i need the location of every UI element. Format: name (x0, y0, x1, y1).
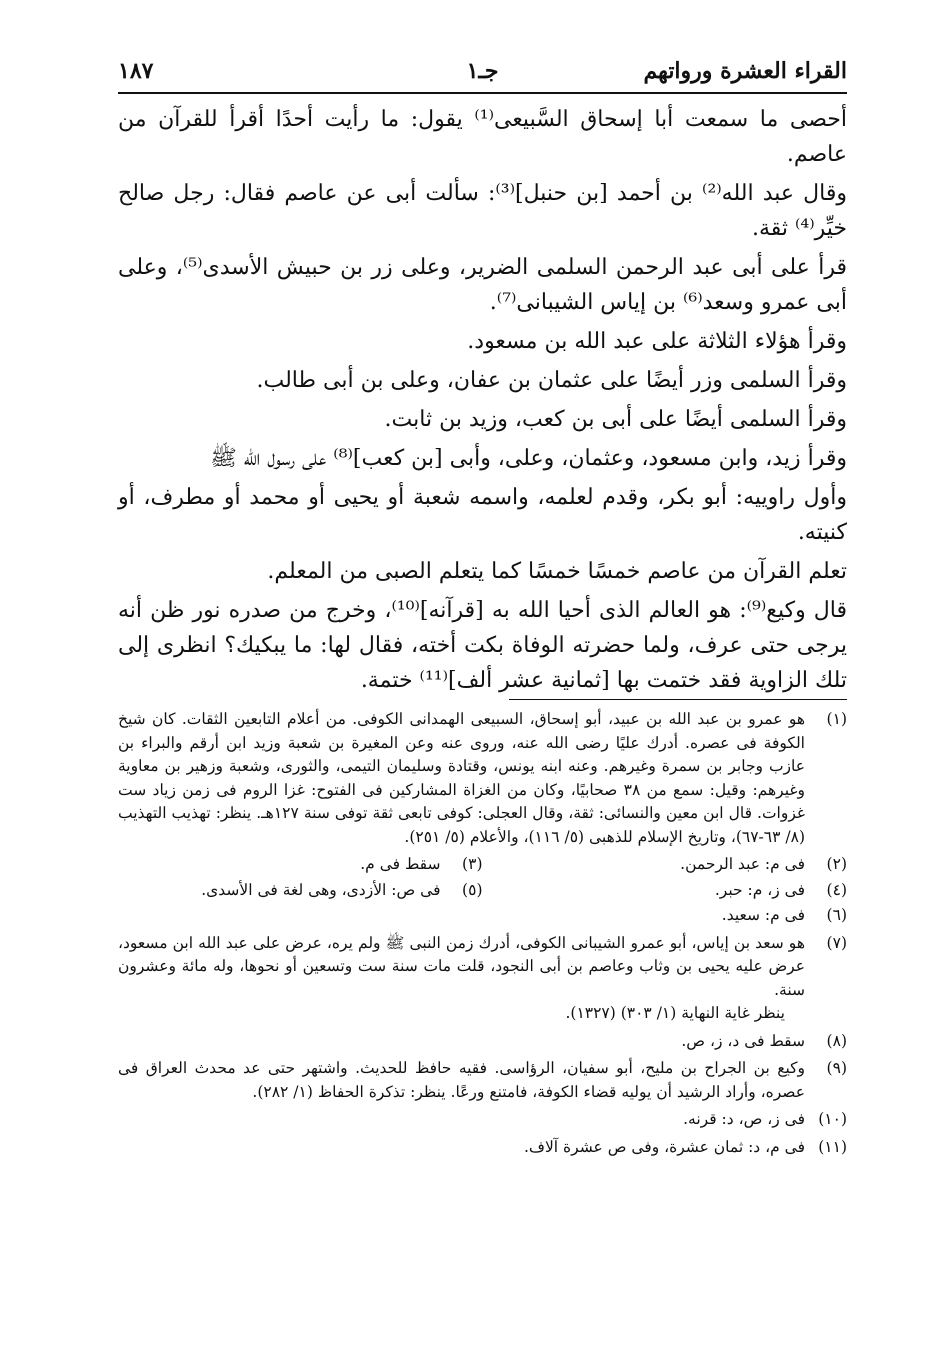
footnote-number: (٥) (462, 880, 483, 899)
main-text (118, 102, 847, 702)
footnote (118, 1030, 847, 1054)
footnote-number: (١١) (818, 1137, 847, 1156)
paragraph: قرأ على أبى عبد الرحمن السلمى الضرير، وعلى زر بن حبيش الأسدى⁽⁵⁾، وعلى أبى عمرو وسعد⁽⁶⁾ بن إياس الشيبانى⁽⁷⁾. (118, 255, 847, 315)
paragraph: وقرأ السلمى وزر أيضًا على عثمان بن عفان، وعلى بن أبى طالب. (256, 368, 847, 393)
footnote-number: (١) (826, 710, 847, 728)
footnote-text: وكيع بن الجراح بن مليح، أبو سفيان، الرؤاسى. فقيه حافظ للحديث. واشتهر حتى عد محدث العراق فى عصره، وأراد الرشيد أن يوليه قضاء الكوفة، فامتنع ورعًا. ينظر: تذكرة الحفاظ (١/ ٢٨٢). (118, 1059, 805, 1101)
paragraph: وقرأ هؤلاء الثلاثة على عبد الله بن مسعود. (467, 329, 847, 354)
footnote-row (118, 879, 847, 903)
footnote-separator (509, 699, 847, 700)
footnote-number: (٣) (462, 855, 483, 873)
footnote-text: فى م، د: ثمان عشرة، وفى ص عشرة آلاف. (523, 1137, 805, 1156)
footnote-number: (٦) (826, 906, 847, 924)
footnote-number: (١٠) (818, 1110, 847, 1128)
footnote (118, 1108, 847, 1132)
footnote-text: فى ص: الأزدى، وهى لغة فى الأسدى. (201, 880, 441, 899)
page-number: ١٨٧ (118, 58, 154, 84)
footnotes (118, 708, 847, 1163)
footnote-row (118, 853, 847, 877)
footnote-text: فى م: عبد الرحمن. (680, 855, 805, 873)
paragraph: وأول راوييه: أبو بكر، وقدم لعلمه، واسمه شعبة أو يحيى أو محمد أو مطرف، أو كنيته. (118, 485, 847, 545)
paragraph: وقرأ السلمى أيضًا على أبى بن كعب، وزيد بن ثابت. (384, 407, 847, 432)
footnote-number: (٢) (826, 855, 847, 873)
footnote-text: فى ز، ص، د: قرنه. (683, 1110, 805, 1128)
footnote-text: سقط فى م. (360, 855, 441, 873)
footnote (118, 1057, 847, 1104)
page-header (118, 50, 847, 94)
footnote-text: سقط فى د، ز، ص. (681, 1031, 805, 1050)
footnote-text: هو سعد بن إياس، أبو عمرو الشيبانى الكوفى، أدرك زمن النبى ﷺ ولم يره، عرض على عبد الله ابن مسعود، عرض عليه يحيى بن وثاب وعاصم بن أبى النجود، قلت مات سنة ست وتسعين أو نحوها، وله مائة وعشرون سنة. (118, 933, 805, 999)
footnote-text: فى م: سعيد. (721, 906, 805, 924)
footnote-reference: ينظر غاية النهاية (١/ ٣٠٣) (١٣٢٧). (565, 1004, 785, 1022)
running-title: القراء العشرة ورواتهم (643, 58, 847, 84)
paragraph: تعلم القرآن من عاصم خمسًا خمسًا كما يتعلم الصبى من المعلم. (267, 559, 847, 584)
footnote-text: هو عمرو بن عبد الله بن عبيد، أبو إسحاق، السبيعى الهمدانى الكوفى. من أعلام التابعين الثقات. كان شيخ الكوفة فى عصره. أدرك عليًا رضى الله عنه، وروى عنه وعن المغيرة بن شعبة وزيد ابن أرقم والبراء بن عازب وجابر بن سمرة وغيرهم. وعنه ابنه يونس، وقتادة وسليمان التيمى، والثورى، وشعبة وزهير بن معاوية وغيرهم: وقيل: سمع من ٣٨ صحابيًا، وكان من الغزاة المشاركين فى الفتوح: غزا الروم فى زمن زياد ست غزوات. قال ابن معين والنسائى: ثقة، وقال العجلى: كوفى تابعى ثقة توفى سنة ١٢٧هـ. ينظر: تهذيب التهذيب (٨/ ٦٣-٦٧)، وتاريخ الإسلام للذهبى (٥/ ١١٦)، والأعلام (٥/ ٢٥١). (118, 710, 806, 846)
footnote-number: (٩) (826, 1059, 847, 1077)
volume-label: جـ١ (466, 58, 499, 84)
paragraph: قال وكيع⁽⁹⁾: هو العالم الذى أحيا الله به [قرآنه]⁽¹⁰⁾، وخرج من صدره نور ظن أنه يرجى حتى عرف، ولما حضرته الوفاة بكت أخته، فقال لها: ما يبكيك؟ انظرى إلى تلك الزاوية فقد ختمت بها [ثمانية عشر ألف]⁽¹¹⁾ ختمة. (118, 598, 847, 693)
footnote (118, 1136, 847, 1160)
paragraph: أحصى ما سمعت أبا إسحاق السَّبيعى⁽¹⁾ يقول: ما رأيت أحدًا أقرأ للقرآن من عاصم. (118, 107, 847, 167)
footnote (118, 932, 847, 1026)
footnote-number: (٧) (826, 933, 847, 952)
paragraph: وقرأ زيد، وابن مسعود، وعثمان، وعلى، وأبى [بن كعب]⁽⁸⁾ على رسول الله ﷺ (210, 446, 847, 471)
footnote (118, 708, 847, 849)
footnote-body (118, 932, 805, 1026)
footnote-number: (٨) (826, 1031, 847, 1050)
footnote-text: فى ز، م: حبر. (714, 880, 805, 899)
footnote (118, 904, 847, 928)
paragraph: وقال عبد الله⁽²⁾ بن أحمد [بن حنبل]⁽³⁾: سألت أبى عن عاصم فقال: رجل صالح خيِّر⁽⁴⁾ ثقة. (118, 181, 847, 241)
footnote-number: (٤) (826, 880, 847, 899)
